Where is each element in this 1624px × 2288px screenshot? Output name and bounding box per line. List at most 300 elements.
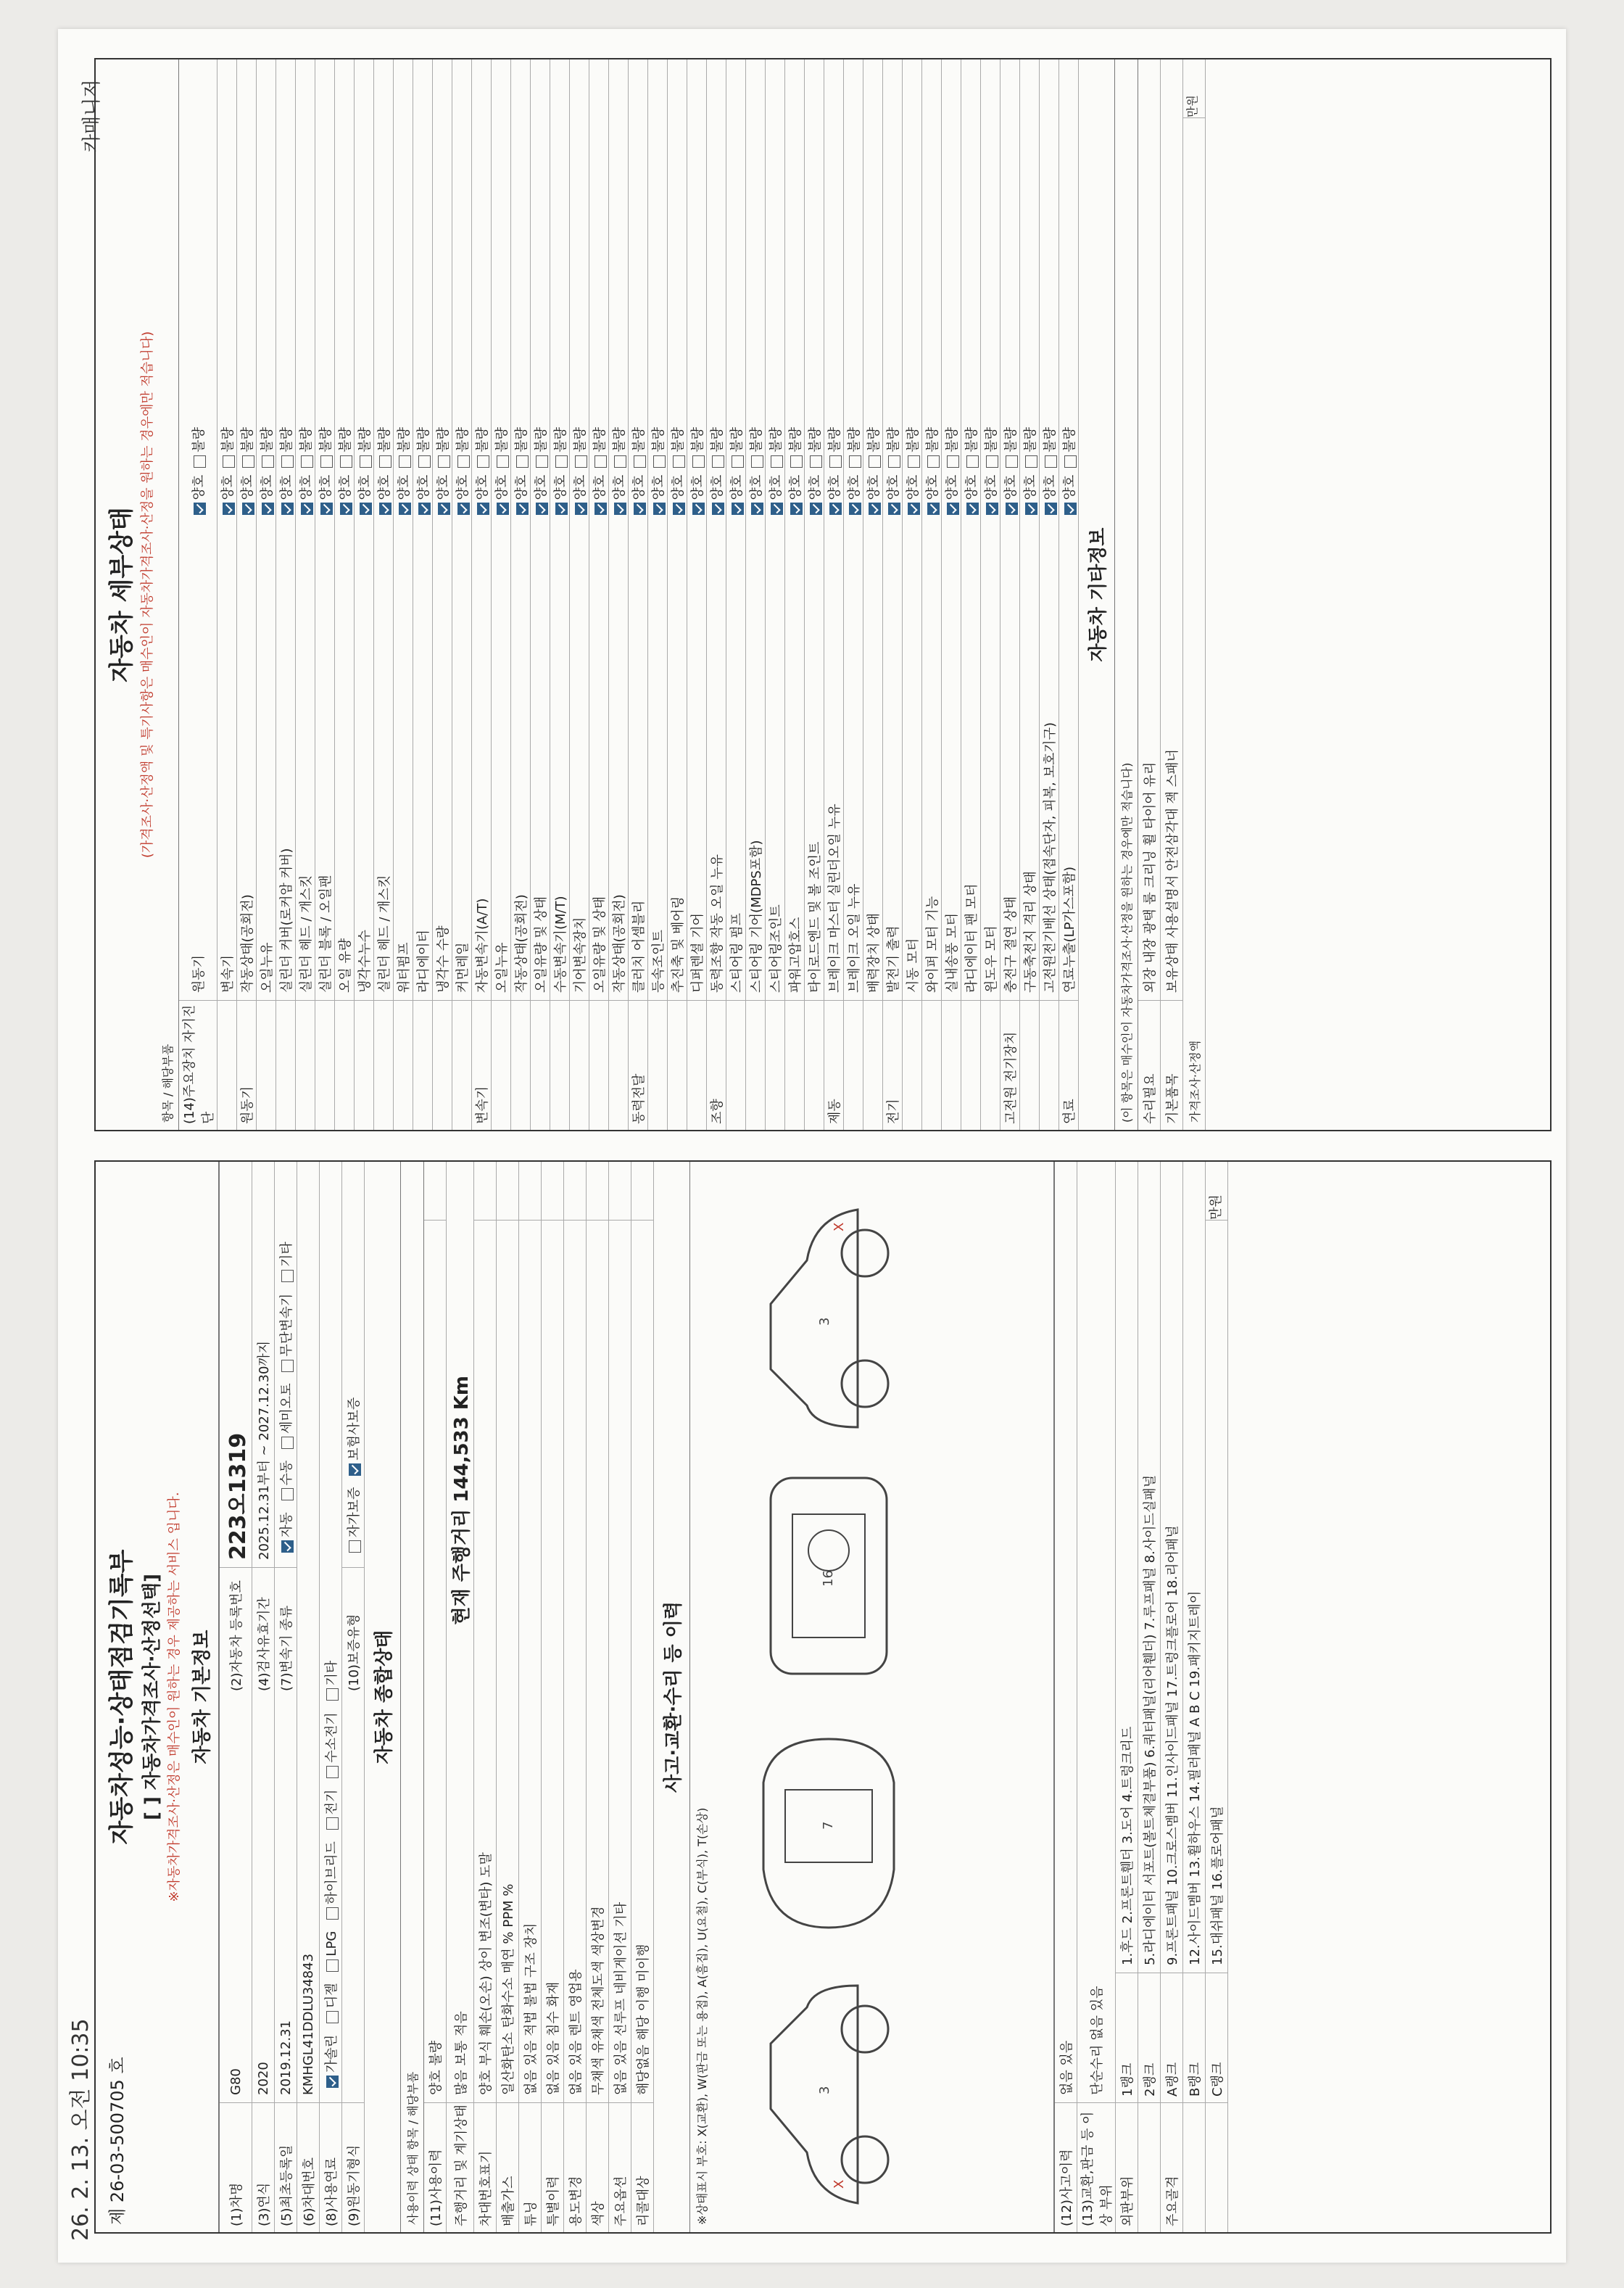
status-key: 튜닝	[519, 2102, 541, 2232]
detail-status	[785, 59, 804, 530]
status-checkbox[interactable]	[849, 455, 861, 468]
status-checkbox[interactable]	[966, 503, 979, 516]
status-checkbox[interactable]	[575, 455, 587, 468]
status-checkbox[interactable]	[223, 455, 235, 468]
status-checkbox[interactable]	[614, 455, 626, 468]
detail-row	[629, 59, 648, 1130]
status-checkbox[interactable]	[360, 455, 372, 468]
status-checkbox[interactable]	[438, 503, 450, 516]
detail-status	[805, 59, 824, 530]
status-checkbox[interactable]	[634, 455, 646, 468]
status-row	[631, 1162, 654, 2232]
detail-status	[315, 59, 334, 530]
status-checkbox[interactable]	[712, 503, 724, 516]
status-checkbox[interactable]	[1045, 455, 1057, 468]
detail-row	[355, 59, 374, 1130]
status-label: 양호	[651, 474, 666, 500]
status-checkbox[interactable]	[262, 455, 274, 468]
status-label: 불량	[240, 426, 255, 453]
detail-status	[903, 59, 921, 530]
status-label: 양호	[729, 474, 745, 500]
detail-status	[1020, 59, 1039, 530]
status-checkbox[interactable]	[614, 503, 626, 516]
status-label: 불량	[416, 426, 431, 453]
status-label: 불량	[690, 426, 705, 453]
status-checkbox[interactable]	[927, 455, 940, 468]
detail-row	[961, 59, 981, 1130]
status-label: 양호	[279, 474, 294, 500]
detail-status	[355, 59, 373, 530]
checkbox-self-warranty[interactable]	[349, 1540, 361, 1553]
basic-value: 2019.12.31	[278, 2020, 294, 2095]
basic-row	[220, 1162, 252, 2232]
status-checkbox[interactable]	[849, 503, 861, 516]
detail-status	[550, 59, 569, 530]
status-label: 불량	[788, 426, 803, 453]
status-checkbox[interactable]	[869, 455, 881, 468]
rank-items: 5.라디에이터 서포트(볼트체결부품) 6.쿼터패널(리어휀더) 7.루프패널 8.사이드실패널	[1143, 1474, 1158, 1965]
detail-item: 고전원전기배선 상태(접속단자, 피복, 보호기구)	[1043, 722, 1058, 993]
checkbox-lpg[interactable]	[326, 1959, 339, 1972]
plate-number: 223오1319	[225, 1432, 251, 1560]
checkbox-semi[interactable]	[281, 1437, 294, 1449]
status-checkbox[interactable]	[771, 503, 783, 516]
detail-row	[296, 59, 315, 1130]
outer-row	[1116, 1162, 1138, 2232]
detail-group	[922, 1000, 941, 1130]
detail-group	[668, 1000, 687, 1130]
detail-status	[824, 59, 843, 530]
status-checkbox[interactable]	[399, 455, 411, 468]
detail-row	[668, 59, 687, 1130]
status-checkbox[interactable]	[986, 503, 998, 516]
status-checkbox[interactable]	[947, 503, 959, 516]
status-checkbox[interactable]	[673, 503, 685, 516]
status-label: 양호	[945, 474, 960, 500]
status-label: 양호	[808, 474, 823, 500]
svg-text:16: 16	[821, 1570, 836, 1587]
detail-item: 작동상태(공회전)	[612, 894, 627, 993]
detail-group	[863, 1000, 882, 1130]
unit-cell: 만원	[1183, 59, 1205, 118]
detail-item: 충전구 절연 상태	[1003, 896, 1019, 993]
detail-status	[570, 59, 589, 530]
detail-subtitle: (가격조사·산정액 및 특기사항은 매수인이 자동차가격조사·산정을 원하는 경우에만 적습니다)	[140, 331, 155, 859]
option-label: 수동	[279, 1460, 294, 1486]
rank-label: A랭크	[1161, 1973, 1182, 2102]
detail-status	[413, 59, 432, 530]
status-checkbox[interactable]	[555, 503, 568, 516]
status-checkbox[interactable]	[966, 455, 979, 468]
status-label: 양호	[397, 474, 412, 500]
status-checkbox[interactable]	[829, 455, 842, 468]
warranty-label: (10)보증유형	[342, 1567, 364, 1697]
status-checkbox[interactable]	[360, 503, 372, 516]
basic-key: (1)차명	[220, 2102, 252, 2232]
option-label: 자동	[279, 1512, 294, 1537]
status-row	[587, 1162, 609, 2232]
status-checkbox[interactable]	[888, 503, 900, 516]
status-label: 불량	[1062, 426, 1077, 453]
status-label: 양호	[925, 474, 940, 500]
detail-status	[687, 59, 706, 530]
status-checkbox[interactable]	[320, 503, 333, 516]
status-label: 불량	[808, 426, 823, 453]
status-checkbox[interactable]	[712, 455, 724, 468]
car-diagrams	[713, 1162, 1054, 2232]
detail-group: 연료	[1059, 1000, 1078, 1130]
status-checkbox[interactable]	[242, 455, 254, 468]
status-checkbox[interactable]	[194, 455, 206, 468]
status-checkbox[interactable]	[457, 503, 470, 516]
status-label: 양호	[592, 474, 608, 500]
basic-key: (3)연식	[252, 2102, 274, 2232]
car-right-side-diagram	[727, 1195, 930, 1434]
detail-status	[218, 59, 236, 530]
detail-group	[961, 1000, 980, 1130]
status-checkbox[interactable]	[692, 503, 705, 516]
detail-row	[942, 59, 961, 1130]
status-checkbox[interactable]	[927, 503, 940, 516]
detail-item: 등속조인트	[651, 930, 666, 993]
accident-history-title: 사고·교환·수리 등 이력	[654, 1162, 690, 2232]
status-checkbox[interactable]	[262, 503, 274, 516]
rank-items: 9.프론트패널 10.크로스멤버 11.인사이드패널 17.트렁크플로어 18.리어패널	[1165, 1525, 1180, 1965]
status-label: 불량	[651, 426, 666, 453]
status-label: 양호	[768, 474, 784, 500]
status-checkbox[interactable]	[1006, 455, 1018, 468]
detail-status	[766, 59, 784, 530]
option-label: 가솔린	[324, 2034, 339, 2073]
detail-group	[413, 1000, 432, 1130]
detail-item: 디퍼렌셜 기어	[690, 912, 705, 993]
status-label: 불량	[475, 426, 490, 453]
detail-group	[452, 1000, 471, 1130]
option-label: 무단변속기	[279, 1293, 294, 1357]
status-label: 불량	[906, 426, 921, 453]
status-checkbox[interactable]	[281, 455, 294, 468]
status-checkbox[interactable]	[692, 455, 705, 468]
status-label: 양호	[827, 474, 842, 500]
checkbox-other[interactable]	[281, 1270, 294, 1282]
rank-label: C랭크	[1206, 1973, 1227, 2102]
option-label: 수소전기	[324, 1712, 339, 1763]
detail-row	[844, 59, 863, 1130]
status-label: 불량	[455, 426, 471, 453]
detail-group	[492, 1000, 510, 1130]
left-panel	[94, 1160, 1552, 2234]
status-label: 불량	[592, 426, 608, 453]
detail-row	[609, 59, 629, 1130]
detail-item: 실린더 헤드 / 개스킷	[299, 875, 314, 993]
status-label: 불량	[377, 426, 392, 453]
rank-items: 1.후드 2.프론트휀더 3.도어 4.트렁크리드	[1120, 1726, 1135, 1965]
status-value: 없음 있음 선루프 네비게이션 기타	[613, 1901, 629, 2095]
status-legend: 사용이력 상태 항목 / 해당부품	[406, 2071, 420, 2225]
status-label: 양호	[534, 474, 549, 500]
unit-cell	[564, 1162, 586, 1221]
status-checkbox[interactable]	[653, 455, 666, 468]
status-label: 불량	[260, 426, 275, 453]
status-checkbox[interactable]	[888, 455, 900, 468]
frame-label: 주요골격	[1161, 2102, 1182, 2232]
status-label: 불량	[984, 426, 999, 453]
status-label: 불량	[945, 426, 960, 453]
checkbox-cvt[interactable]	[281, 1360, 294, 1372]
status-value: 없음 있음 적법 불법 구조 장치	[523, 1923, 539, 2095]
status-label: 양호	[1023, 474, 1038, 500]
detail-status	[472, 59, 491, 530]
status-checkbox[interactable]	[242, 503, 254, 516]
status-checkbox[interactable]	[497, 455, 509, 468]
detail-status	[531, 59, 550, 530]
status-label: 불량	[749, 426, 764, 453]
status-checkbox[interactable]	[1045, 503, 1057, 516]
rotated-document	[58, 29, 1566, 2263]
detail-item: 워터펌프	[397, 942, 412, 993]
status-label: 양호	[847, 474, 862, 500]
detail-row	[1040, 59, 1059, 1130]
detail-item: 원동기	[191, 954, 207, 993]
status-checkbox[interactable]	[732, 455, 744, 468]
detail-group	[374, 1000, 393, 1130]
detail-status	[433, 59, 452, 530]
checkbox-auto[interactable]	[281, 1540, 294, 1553]
checkbox-hybrid[interactable]	[326, 1907, 339, 1920]
detail-item: 실린더 헤드 / 개스킷	[377, 875, 392, 993]
status-checkbox[interactable]	[340, 455, 352, 468]
status-checkbox[interactable]	[379, 503, 392, 516]
status-checkbox[interactable]	[771, 455, 783, 468]
detail-row	[433, 59, 452, 1130]
detail-col-head: 항목 / 해당부품	[161, 1044, 175, 1123]
status-label: 양호	[612, 474, 627, 500]
status-checkbox[interactable]	[340, 503, 352, 516]
detail-item: 변속기	[220, 954, 236, 993]
status-label: 불량	[494, 426, 510, 453]
footer-row	[1183, 59, 1206, 1130]
detail-row	[981, 59, 1000, 1130]
status-checkbox[interactable]	[908, 503, 920, 516]
unit-cell	[519, 1162, 541, 1221]
status-label: 양호	[475, 474, 490, 500]
detail-row	[687, 59, 707, 1130]
status-checkbox[interactable]	[986, 455, 998, 468]
detail-group: 제동	[824, 1000, 843, 1130]
status-checkbox[interactable]	[673, 455, 685, 468]
detail-group	[1020, 1000, 1039, 1130]
detail-status	[257, 59, 276, 530]
status-label: 불량	[1023, 426, 1038, 453]
status-key: 색상	[587, 2102, 608, 2232]
status-checkbox[interactable]	[594, 455, 607, 468]
status-checkbox[interactable]	[399, 503, 411, 516]
checkbox-insurance-warranty[interactable]	[349, 1463, 361, 1476]
status-checkbox[interactable]	[379, 455, 392, 468]
option-label: 기타	[324, 1660, 339, 1686]
status-checkbox[interactable]	[653, 503, 666, 516]
status-label: 불량	[573, 426, 588, 453]
status-label: 불량	[191, 426, 207, 453]
detail-item: 냉각수누수	[357, 930, 373, 993]
detail-item: 작동상태(공회전)	[514, 894, 529, 993]
svg-text:7: 7	[821, 1821, 836, 1830]
basic-key: (6)차대번호	[297, 2102, 319, 2232]
detail-group	[805, 1000, 824, 1130]
accident-value: 단순수리 없음 있음	[1090, 1986, 1105, 2095]
detail-item: 배력장치 상태	[866, 912, 882, 993]
status-checkbox[interactable]	[301, 503, 313, 516]
frame-row	[1206, 1162, 1228, 2232]
detail-status	[276, 59, 295, 530]
status-checkbox[interactable]	[810, 503, 822, 516]
status-checkbox[interactable]	[810, 455, 822, 468]
detail-row	[257, 59, 276, 1130]
status-checkbox[interactable]	[594, 503, 607, 516]
frame-row	[1183, 1162, 1206, 2232]
frame-row	[1161, 1162, 1183, 2232]
detail-row	[511, 59, 531, 1130]
status-checkbox[interactable]	[751, 455, 763, 468]
status-checkbox[interactable]	[1025, 455, 1037, 468]
basic-value: G80	[228, 2068, 244, 2095]
footer-col: 가격조사·산정액	[1188, 1040, 1202, 1123]
detail-group: (14)주요장치 자기진단	[179, 1000, 217, 1130]
status-checkbox[interactable]	[908, 455, 920, 468]
status-label: 양호	[631, 474, 647, 500]
etc-row	[1138, 59, 1161, 1130]
option-label: 기타	[279, 1242, 294, 1267]
unit-cell	[424, 1162, 446, 1221]
unit-cell	[542, 1162, 563, 1221]
status-checkbox[interactable]	[536, 503, 548, 516]
detail-section	[178, 59, 1079, 1130]
status-label: 불량	[553, 426, 568, 453]
detail-group	[648, 1000, 667, 1130]
status-checkbox[interactable]	[418, 455, 431, 468]
detail-row	[1000, 59, 1020, 1130]
status-checkbox[interactable]	[194, 503, 206, 516]
status-checkbox[interactable]	[457, 455, 470, 468]
status-checkbox[interactable]	[947, 455, 959, 468]
status-checkbox[interactable]	[732, 503, 744, 516]
status-checkbox[interactable]	[301, 455, 313, 468]
checkbox-manual[interactable]	[281, 1488, 294, 1500]
accident-value: 없음 있음	[1059, 2040, 1074, 2095]
status-label: 양호	[240, 474, 255, 500]
status-label: 양호	[788, 474, 803, 500]
status-checkbox[interactable]	[751, 503, 763, 516]
detail-row	[648, 59, 668, 1130]
status-checkbox[interactable]	[281, 503, 294, 516]
detail-item: 자동변속기(A/T)	[475, 898, 490, 993]
status-checkbox[interactable]	[477, 503, 489, 516]
status-checkbox[interactable]	[1064, 503, 1077, 516]
status-label: 불량	[631, 426, 647, 453]
unit-cell	[631, 1162, 653, 1221]
detail-item: 와이퍼 모터 기능	[925, 896, 940, 993]
status-key: (11)사용이력	[424, 2102, 446, 2232]
detail-row	[589, 59, 609, 1130]
status-checkbox[interactable]	[575, 503, 587, 516]
rank-items: 12.사이드멤버 13.휠하우스 14.필러패널 A B C 19.패키지트레이	[1188, 1590, 1203, 1965]
option-label: 디젤	[324, 1983, 339, 2009]
right-panel	[94, 58, 1552, 1131]
checkbox-gasoline[interactable]	[326, 2076, 339, 2088]
status-label: 불량	[886, 426, 901, 453]
detail-group	[296, 1000, 315, 1130]
status-label: 양호	[710, 474, 725, 500]
outer-row	[1138, 1162, 1161, 2232]
status-label: 양호	[749, 474, 764, 500]
detail-group	[609, 1000, 628, 1130]
status-checkbox[interactable]	[320, 455, 333, 468]
status-checkbox[interactable]	[1064, 455, 1077, 468]
basic-row	[342, 1162, 365, 2232]
status-checkbox[interactable]	[223, 503, 235, 516]
status-checkbox[interactable]	[418, 503, 431, 516]
status-checkbox[interactable]	[790, 503, 803, 516]
status-checkbox[interactable]	[790, 455, 803, 468]
checkbox-fuel-other[interactable]	[326, 1689, 339, 1701]
detail-item: 오일누유	[494, 942, 510, 993]
car-left-side-diagram	[727, 1978, 930, 2218]
status-checkbox[interactable]	[555, 455, 568, 468]
status-checkbox[interactable]	[516, 503, 529, 516]
status-checkbox[interactable]	[516, 455, 529, 468]
detail-item: 스티어링조인트	[768, 904, 784, 993]
status-checkbox[interactable]	[536, 455, 548, 468]
detail-status	[1000, 59, 1019, 530]
status-label: 양호	[553, 474, 568, 500]
status-label: 불량	[514, 426, 529, 453]
detail-status	[1059, 59, 1078, 530]
etc-items: 보유상태 사용설명서 안전삼각대 잭 스패너	[1165, 749, 1180, 993]
detail-group	[785, 1000, 804, 1130]
status-checkbox[interactable]	[634, 503, 646, 516]
status-checkbox[interactable]	[869, 503, 881, 516]
checkbox-electric[interactable]	[326, 1817, 339, 1830]
status-label: 양호	[671, 474, 686, 500]
status-label: 양호	[299, 474, 314, 500]
warranty-options	[344, 1162, 362, 1567]
detail-row	[472, 59, 492, 1130]
detail-group	[394, 1000, 413, 1130]
status-checkbox[interactable]	[829, 503, 842, 516]
etc-note: (이 항목은 매수인이 자동차가격조사·산정을 원하는 경우에만 적습니다)	[1120, 762, 1134, 1123]
detail-item: 커먼레일	[455, 942, 471, 993]
detail-item: 오일누유	[260, 942, 275, 993]
status-label: 양호	[220, 474, 236, 500]
status-checkbox[interactable]	[1025, 503, 1037, 516]
status-checkbox[interactable]	[477, 455, 489, 468]
detail-row	[903, 59, 922, 1130]
checkbox-diesel[interactable]	[326, 2011, 339, 2023]
overall-status-title: 자동차 종합상태	[365, 1162, 401, 2232]
basic-key: (8)사용연료	[320, 2102, 341, 2232]
detail-status	[335, 59, 354, 530]
status-label: 불량	[436, 426, 451, 453]
status-checkbox[interactable]	[438, 455, 450, 468]
option-label: LPG	[324, 1930, 339, 1957]
status-label: 양호	[436, 474, 451, 500]
etc-key: 기본품목	[1161, 1000, 1182, 1130]
detail-status	[609, 59, 628, 530]
status-checkbox[interactable]	[497, 503, 509, 516]
status-value: 양호 부식 훼손(오손) 상이 변조(변타) 도말	[478, 1852, 494, 2095]
status-checkbox[interactable]	[1006, 503, 1018, 516]
checkbox-hydrogen[interactable]	[326, 1766, 339, 1778]
